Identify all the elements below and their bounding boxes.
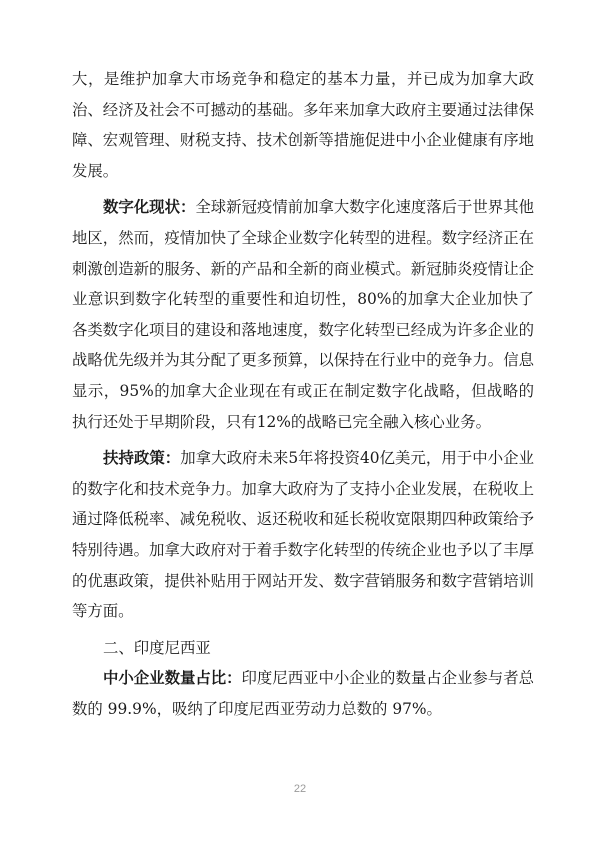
paragraph-text: 全球新冠疫情前加拿大数字化速度落后于世界其他地区，然而，疫情加快了全球企业数字化转型的进程。数字经济正在刺激创造新的服务、新的产品和全新的商业模式。新冠肺炎疫情让企业意识到数字化转型的重要性和迫切性，80%的加拿大企业加快了各类数字化项目的建设和落地速度，数字化转型已经成为许多企业的战略优先级并为其分配了更多预算，以保持在行业中的竞争力。信息显示，95%的加拿大企业现在有或正在制定数字化战略，但战略的执行还处于早期阶段，只有12%的战略已完全融入核心业务。 xyxy=(72,198,534,431)
paragraph-text: 大，是维护加拿大市场竞争和稳定的基本力量，并已成为加拿大政治、经济及社会不可撼动的基础。多年来加拿大政府主要通过法律保障、宏观管理、财税支持、技术创新等措施促进中小企业健康有序地发展。 xyxy=(72,70,534,180)
paragraph-lead: 中小企业数量占比： xyxy=(103,669,242,688)
paragraph-support-policy xyxy=(72,443,534,627)
paragraph-lead: 扶持政策： xyxy=(103,449,181,468)
page-number: 22 xyxy=(293,783,307,795)
paragraph-digital-status xyxy=(72,192,534,437)
paragraph-canada-intro xyxy=(72,64,534,186)
paragraph-lead: 数字化现状： xyxy=(103,198,196,217)
document-body xyxy=(72,64,534,724)
paragraph-sme-share xyxy=(72,663,534,724)
section-heading: 二、印度尼西亚 xyxy=(103,638,211,657)
paragraph-text: 加拿大政府未来5年将投资40亿美元，用于中小企业的数字化和技术竞争力。加拿大政府为了支持小企业发展，在税收上通过降低税率、减免税收、返还税收和延长税收宽限期四种政策给予特别待遇。加拿大政府对于着手数字化转型的传统企业也予以了丰厚的优惠政策，提供补贴用于网站开发、数字营销服务和数字营销培训等方面。 xyxy=(72,449,534,621)
paragraph-text: 印度尼西亚中小企业的数量占企业参与者总数的 99.9%，吸纳了印度尼西亚劳动力总数的 97%。 xyxy=(72,669,534,718)
